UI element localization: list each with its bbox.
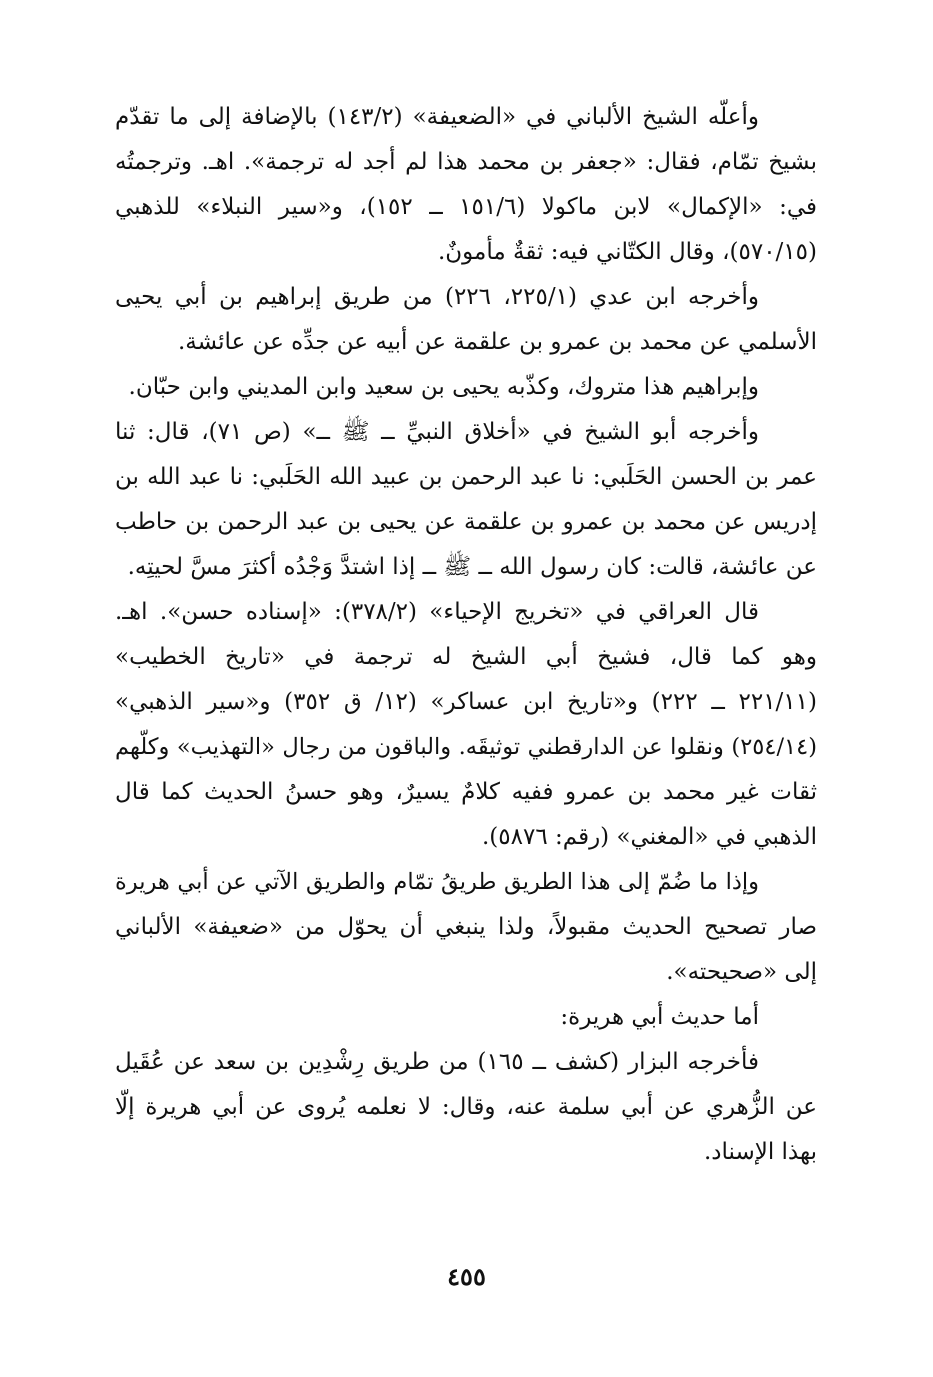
body-text (115, 95, 817, 1175)
text-line: (٢٥٤/١٤) ونقلوا عن الدارقطني توثيقَه. والباقون من رجال «التهذيب» وكلّهم (115, 734, 817, 760)
text-line: أما حديث أبي هريرة: (560, 1004, 759, 1030)
text-line: بهذا الإسناد. (703, 1139, 817, 1165)
text-line: إلى «صحيحته». (666, 959, 817, 985)
text-line: في: «الإكمال» لابن ماكولا (١٥١/٦ ــ ١٥٢)، و«سير النبلاء» للذهبي (115, 194, 817, 220)
text-line: عن الزُّهري عن أبي سلمة عنه، وقال: لا نعلمه يُروى عن أبي هريرة إلّا (115, 1094, 817, 1120)
text-line: ثقات غير محمد بن عمرو ففيه كلامٌ يسيرٌ، وهو حسنُ الحديث كما قال (115, 779, 817, 805)
text-line: وأعلّه الشيخ الألباني في «الضعيفة» (١٤٣/٢) بالإضافة إلى ما تقدّم (115, 104, 759, 130)
text-line: وأخرجه أبو الشيخ في «أخلاق النبيِّ ــ ﷺ ــ» (ص ٧١)، قال: ثنا (115, 419, 759, 445)
text-line: وإبراهيم هذا متروك، وكذّبه يحيى بن سعيد وابن المديني وابن حبّان. (128, 374, 759, 400)
text-line: (٢٢١/١١ ــ ٢٢٢) و«تاريخ ابن عساكر» (١٢/ ق ٣٥٢) و«سير الذهبي» (115, 689, 817, 715)
text-line: فأخرجه البزار (كشف ــ ١٦٥) من طريق رِشْدِين بن سعد عن عُقَيل (115, 1049, 759, 1075)
text-line: عمر بن الحسن الحَلَبي: نا عبد الرحمن بن عبيد الله الحَلَبي: نا عبد الله بن (115, 464, 817, 490)
text-line: وإذا ما ضُمّ إلى هذا الطريق طريقُ تمّام والطريق الآتي عن أبي هريرة (115, 869, 759, 895)
text-line: بشيخ تمّام، فقال: «جعفر بن محمد هذا لم أجد له ترجمة». اهـ. وترجمتُه (115, 149, 817, 175)
text-line: الأسلمي عن محمد بن عمرو بن علقمة عن أبيه عن جدِّه عن عائشة. (178, 329, 817, 355)
text-line: (٥٧٠/١٥)، وقال الكتّاني فيه: ثقةٌ مأمونٌ. (437, 239, 817, 265)
text-line: قال العراقي في «تخريج الإحياء» (٣٧٨/٢): «إسناده حسن». اهـ. (115, 599, 759, 625)
text-line: وهو كما قال، فشيخ أبي الشيخ له ترجمة في «تاريخ الخطيب» (115, 644, 817, 670)
page-number: ٤٥٥ (447, 1262, 486, 1291)
text-line: إدريس عن محمد بن عمرو بن علقمة عن يحيى بن عبد الرحمن بن حاطب (115, 509, 817, 535)
text-line: وأخرجه ابن عدي (٢٢٥/١، ٢٢٦) من طريق إبراهيم بن أبي يحيى (115, 284, 760, 310)
text-line: عن عائشة، قالت: كان رسول الله ــ ﷺ ــ إذا اشتدَّ وَجْدُه أكثرَ مسَّ لحيتِه. (127, 554, 817, 580)
text-line: صار تصحيح الحديث مقبولاً، ولذا ينبغي أن يحوّل من «ضعيفة» الألباني (115, 914, 817, 940)
text-line: الذهبي في «المغني» (رقم: ٥٨٧٦). (481, 824, 817, 850)
